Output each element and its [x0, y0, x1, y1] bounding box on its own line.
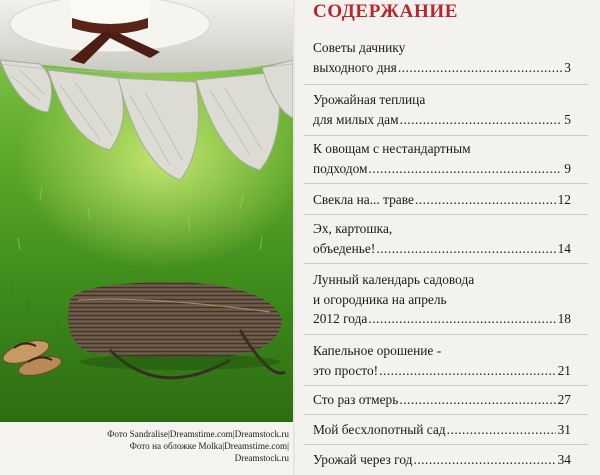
- page-number: 34: [557, 452, 571, 467]
- page-divider: [293, 0, 295, 475]
- leader-dots: [399, 390, 555, 410]
- entry-title-line: Сто раз отмерь: [313, 392, 399, 407]
- page-number: 21: [557, 362, 571, 378]
- leader-dots: [415, 190, 556, 210]
- toc-entry[interactable]: [313, 90, 571, 129]
- page-number: 31: [557, 422, 571, 437]
- leader-dots: [379, 361, 555, 381]
- entry-title-line: для милых дам: [313, 111, 399, 127]
- page-number: 9: [564, 160, 571, 176]
- entry-title-line: Свекла на... траве: [313, 192, 414, 207]
- entry-title-line: Мой бесхлопотный сад: [313, 422, 446, 437]
- toc-entry[interactable]: [313, 450, 571, 470]
- toc-entry[interactable]: [313, 390, 571, 410]
- toc-entry[interactable]: [313, 341, 571, 380]
- toc-entry[interactable]: [313, 219, 571, 258]
- leader-dots: [369, 159, 563, 179]
- entry-title-line: Советы дачнику: [313, 40, 406, 55]
- toc-entry[interactable]: [313, 270, 571, 329]
- entry-separator: [304, 84, 588, 85]
- entry-separator: [304, 214, 588, 215]
- garden-photo: [0, 0, 293, 422]
- entry-title-line: К овощам с нестандартным: [313, 141, 471, 156]
- toc-entry[interactable]: [313, 38, 571, 77]
- entry-separator: [304, 263, 588, 264]
- entry-separator: [304, 385, 588, 386]
- toc-title: СОДЕРЖАНИЕ: [313, 1, 458, 22]
- page-number: 3: [564, 59, 571, 75]
- credit-line: Фото Sandralise|Dreamstime.com|Dreamstock.ru: [107, 429, 289, 439]
- entry-title-line: Урожайная теплица: [313, 92, 426, 107]
- photo-credits: [0, 428, 289, 465]
- toc-entry[interactable]: [313, 420, 571, 440]
- entry-title-line: Капельное орошение -: [313, 343, 442, 358]
- page-number: 27: [557, 392, 571, 407]
- toc-entry[interactable]: [313, 190, 571, 210]
- page-number: 14: [557, 240, 571, 256]
- entry-separator: [304, 444, 588, 445]
- cover-photo: [0, 0, 293, 475]
- entry-separator: [304, 135, 588, 136]
- entry-separator: [304, 334, 588, 335]
- toc-entry[interactable]: [313, 139, 571, 178]
- entry-separator: [304, 183, 588, 184]
- page-number: 12: [557, 192, 571, 207]
- leader-dots: [400, 110, 563, 130]
- entry-title-line: объеденье!: [313, 240, 376, 256]
- entry-title-line: это просто!: [313, 362, 379, 378]
- entry-separator: [304, 414, 588, 415]
- page-number: 18: [557, 311, 571, 326]
- entry-title-line: 2012 года: [313, 311, 368, 326]
- table-of-contents: [296, 0, 600, 475]
- leader-dots: [368, 309, 555, 329]
- entry-title-line: подходом: [313, 160, 368, 176]
- leader-dots: [447, 420, 556, 440]
- page-number: 5: [564, 111, 571, 127]
- entry-title-line: выходного дня: [313, 59, 397, 75]
- leader-dots: [413, 450, 555, 470]
- credit-line: Dreamstock.ru: [234, 453, 289, 464]
- entry-title-line: Эх, картошка,: [313, 221, 393, 236]
- entry-title-line: и огородника на апрель: [313, 291, 447, 307]
- credit-line: Фото на обложке Molka|Dreamstime.com|: [129, 441, 289, 452]
- leader-dots: [398, 58, 562, 78]
- leader-dots: [376, 239, 555, 259]
- entry-title-line: Урожай через год: [313, 452, 413, 467]
- entry-title-line: Лунный календарь садовода: [313, 272, 475, 287]
